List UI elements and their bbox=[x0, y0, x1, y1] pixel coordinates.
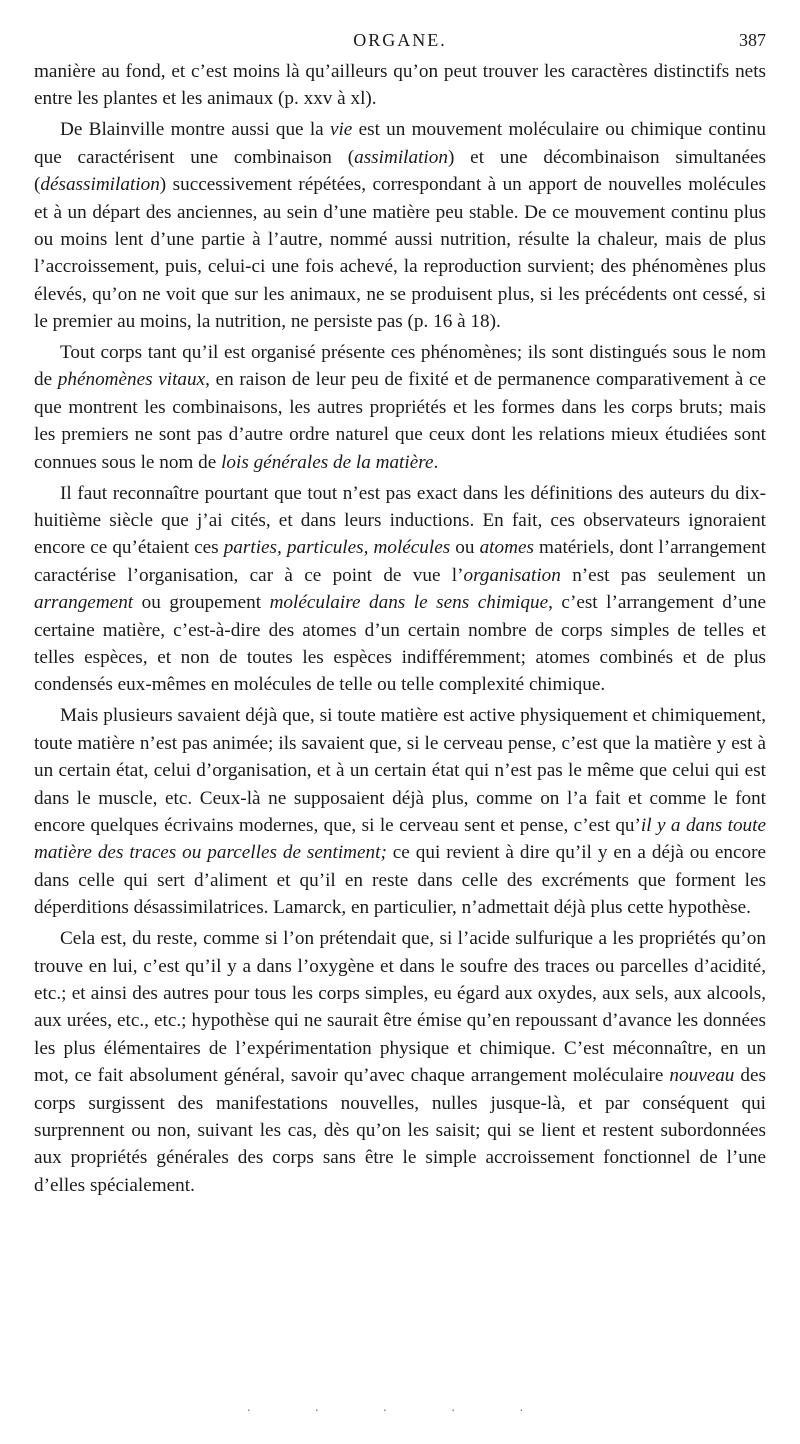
running-title: ORGANE. bbox=[353, 30, 447, 50]
bottom-speckle-marks: · · · · · bbox=[246, 1404, 554, 1419]
text-run: , en raison de leur peu de fixité et de permanence comparativement à ce que montrent les combinaisons, les autres propriétés et les formes dans les corps bruts; mais les premiers ne sont pas d’autre ordre naturel que ceux dont les relations mieux étudiées sont connues sous le nom de bbox=[34, 369, 766, 473]
text-run: De Blainville montre aussi que la bbox=[60, 119, 330, 141]
italic-text-run: moléculaire dans le sens chimique bbox=[269, 592, 549, 614]
text-run: Mais plusieurs savaient déjà que, si toute matière est active physiquement et chimiquement, toute matière n’est pas animée; ils savaient que, si le cerveau pense, c’est que la matière y est à un certain état, celui d’organisation, et à un certain état qui n’est pas le même que celui qui est dans le muscle, etc. Ceux-là ne supposaient déjà plus, comme on l’a fait et comme le font encore quelques écrivains modernes, que, si le cerveau sent et pense, c’est qu’ bbox=[34, 705, 766, 836]
paragraph-1 bbox=[34, 58, 766, 113]
italic-text-run: assimilation bbox=[354, 146, 448, 168]
text-run: ou groupement bbox=[133, 592, 270, 614]
page-number: 387 bbox=[739, 30, 766, 50]
paragraph-6 bbox=[34, 925, 766, 1199]
page-header bbox=[34, 30, 766, 56]
paragraph-5 bbox=[34, 702, 766, 921]
text-run: matériels, dont l’arrangement caractérise l’organisation, car à ce point de vue l’ bbox=[34, 537, 767, 586]
text-run: manière au fond, et c’est moins là qu’ailleurs qu’on peut trouver les caractères distinctifs nets entre les plantes et les animaux (p. xxv à xl). bbox=[34, 61, 766, 110]
text-run: ) et une décombinaison simultanées ( bbox=[34, 146, 766, 196]
italic-text-run: désassimilation bbox=[40, 174, 160, 196]
text-run: . bbox=[433, 451, 439, 473]
italic-text-run: parties, particules, molécules bbox=[223, 537, 451, 559]
paragraph-4 bbox=[34, 480, 766, 699]
text-run: ou bbox=[450, 537, 480, 559]
text-run: ce qui revient à dire qu’il y en a déjà ou encore dans celle qui sert d’aliment et qu’il en reste dans celle des excréments que forment les déperditions désassimilatrices. Lamarck, en particulier, n’admettait déjà plus cette hypothèse. bbox=[34, 842, 766, 919]
italic-text-run: organisation bbox=[463, 564, 561, 586]
italic-text-run: arrangement bbox=[34, 592, 134, 614]
italic-text-run: nouveau bbox=[669, 1065, 735, 1087]
italic-text-run: il y a dans toute matière des traces ou parcelles de sentiment; bbox=[34, 814, 766, 864]
text-run: est un mouvement moléculaire ou chimique continu que caractérisent une combinaison ( bbox=[34, 119, 766, 168]
page-body bbox=[34, 58, 766, 1199]
italic-text-run: atomes bbox=[479, 537, 534, 559]
text-run: Cela est, du reste, comme si l’on prétendait que, si l’acide sulfurique a les propriétés qu’on trouve en lui, c’est qu’il y a dans l’oxygène et dans le soufre des traces ou parcelles d’acidité, etc.; et ainsi des autres pour tous les corps simples, eu égard aux oxydes, aux sels, aux alcools, aux urées, etc., etc.; hypothèse qui ne saurait être émise qu’en repoussant d’avance les données les plus élémentaires de l’expérimentation physique et chimique. C’est méconnaître, en un mot, ce fait absolument général, savoir qu’avec chaque arrangement moléculaire bbox=[34, 928, 766, 1087]
text-run: Il faut reconnaître pourtant que tout n’est pas exact dans les définitions des auteurs du dix-huitième siècle que j’ai cités, et dans leurs inductions. En fait, ces observateurs ignoraient encore ce qu’étaient ces bbox=[34, 482, 766, 559]
text-run: Tout corps tant qu’il est organisé présente ces phénomènes; ils sont distingués sous le nom de bbox=[34, 342, 766, 391]
italic-text-run: phénomènes vitaux bbox=[57, 369, 206, 391]
text-run: ) successivement répétées, correspondant à un apport de nouvelles molécules et à un départ des anciennes, au sein d’une matière peu stable. De ce mouvement continu plus ou moins lent d’une partie à l’autre, nommé aussi nutrition, résulte la chaleur, mais de plus l’accroissement, puis, celui-ci une fois achevé, la reproduction survient; des phénomènes plus élevés, qu’on ne voit que sur les animaux, ne se produisent plus, si les précédents ont cessé, si le premier au moins, la nutrition, ne persiste pas (p. 16 à 18). bbox=[34, 174, 766, 333]
text-run: des corps surgissent des manifestations nouvelles, nulles jusque-là, et par conséquent qui surprennent ou non, suivant les cas, dès qu’on les saisit; qui se lient et restent subordonnées aux propriétés générales des corps sans être le simple accroissement fonctionnel de l’une d’elles spécialement. bbox=[34, 1065, 766, 1196]
paragraph-2 bbox=[34, 116, 766, 335]
italic-text-run: vie bbox=[329, 119, 353, 141]
text-run: n’est pas seulement un bbox=[560, 564, 766, 586]
text-run: , c’est l’arrangement d’une certaine matière, c’est-à-dire des atomes d’un certain nombre de corps simples de telles et telles espèces, et non de toutes les espèces indifféremment; atomes combinés et de plus condensés eux-mêmes en molécules de telle ou telle complexité chimique. bbox=[34, 592, 766, 696]
italic-text-run: lois générales de la matière bbox=[221, 451, 434, 473]
paragraph-3 bbox=[34, 339, 766, 476]
